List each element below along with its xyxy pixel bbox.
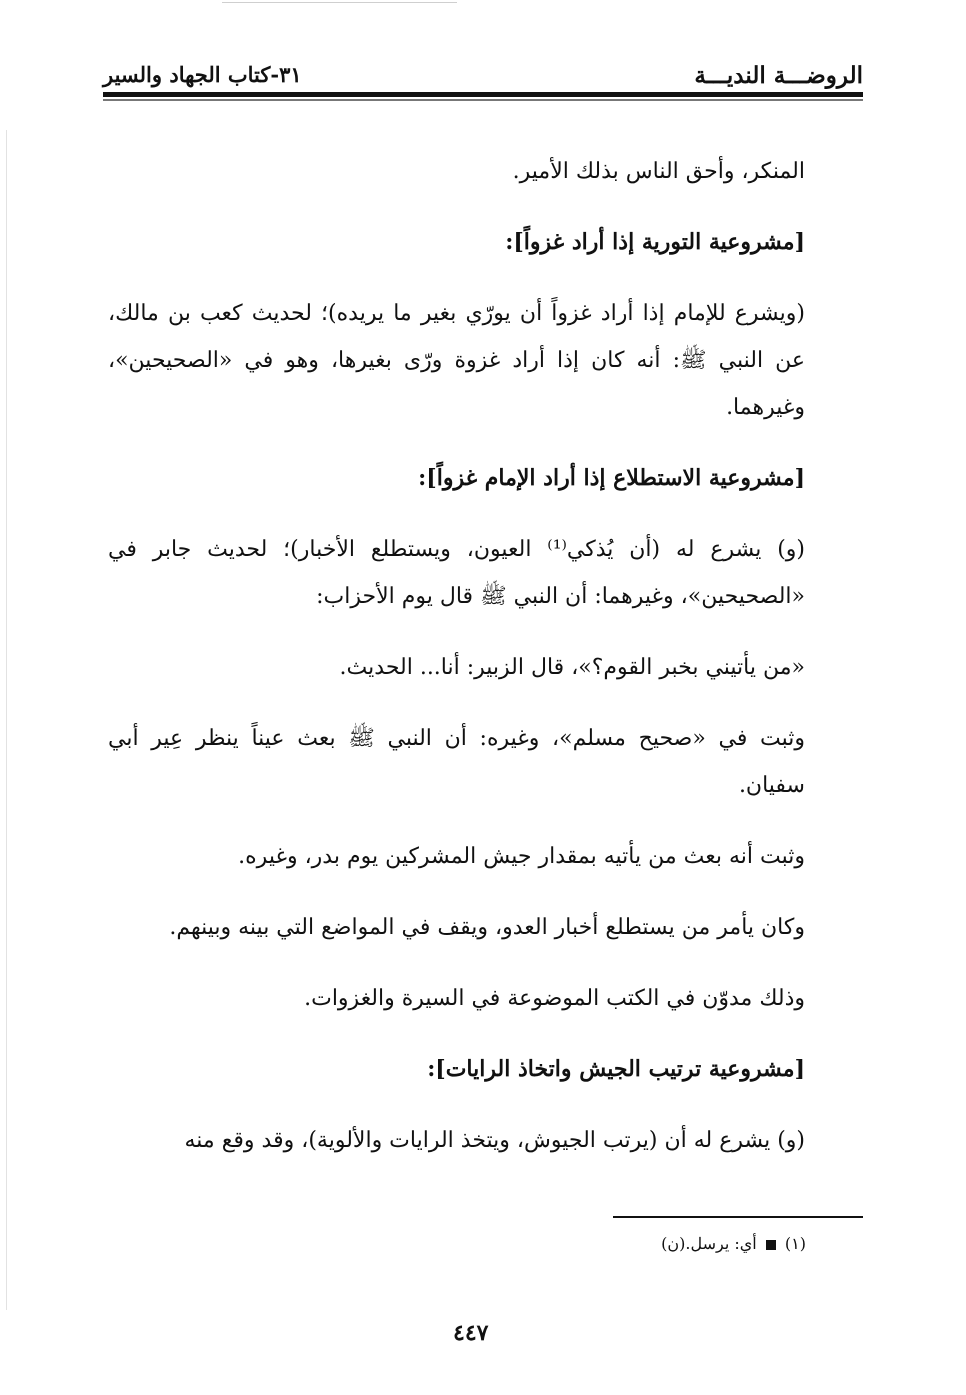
paragraph: (و) يشرع له أن (يرتب الجيوش، ويتخذ الرايات والألوية)، وقد وقع منه — [184, 1128, 805, 1153]
paragraph: وكان يأمر من يستطلع أخبار العدو، ويقف في المواضع التي بينه وبينهم. — [169, 915, 805, 940]
scan-top-line — [222, 2, 457, 3]
paragraph: وثبت أنه بعث من يأتيه بمقدار جيش المشركين يوم بدر، وغيره. — [238, 844, 805, 869]
paragraph: وذلك مدوّن في الكتب الموضوعة في السيرة والغزوات. — [304, 986, 805, 1011]
header-rule-secondary — [103, 99, 863, 101]
running-header — [103, 52, 863, 104]
section-heading: [مشروعية ترتيب الجيش واتخاذ الرايات]: — [427, 1056, 805, 1082]
paragraph: (و) يشرع له (أن يُذكي⁽¹⁾ العيون، ويستطلع الأخبار)؛ لحديث جابر في «الصحيحين»، وغيرهما: أن النبي ﷺ قال يوم الأحزاب: — [108, 537, 806, 609]
paragraph: وثبت في «صحيح مسلم»، وغيره: أن النبي ﷺ بعث عيناً ينظر عِير أبي سفيان. — [108, 726, 805, 798]
footnote-text: أي: يرسل.(ن) — [661, 1234, 757, 1253]
book-title: الروضـــة النديـــة — [694, 62, 863, 89]
footnote — [661, 1234, 806, 1253]
scan-left-edge — [6, 130, 7, 1310]
paragraph: (ويشرع للإمام إذا أراد غزواً أن يورّي بغير ما يريده)؛ لحديث كعب بن مالك، عن النبي ﷺ: أنه كان إذا أراد غزوة ورّى بغيرها، وهو في «الصحيحين»، وغيرهما. — [108, 301, 805, 420]
paragraph: «من يأتيني بخبر القوم؟»، قال الزبير: أنا... الحديث. — [339, 655, 805, 680]
footnote-separator — [613, 1216, 863, 1218]
paragraph: المنكر، وأحق الناس بذلك الأمير. — [512, 159, 805, 184]
page-number: ٤٤٧ — [453, 1320, 489, 1346]
section-heading: [مشروعية التورية إذا أراد غزواً]: — [505, 229, 805, 255]
square-bullet-icon — [766, 1240, 776, 1250]
chapter-title: ٣١-كتاب الجهاد والسير — [103, 62, 302, 87]
footnote-number: (١) — [784, 1234, 806, 1253]
section-heading: [مشروعية الاستطلاع إذا أراد الإمام غزواً]: — [418, 465, 805, 491]
main-text — [108, 148, 863, 1188]
header-rule — [103, 92, 863, 97]
